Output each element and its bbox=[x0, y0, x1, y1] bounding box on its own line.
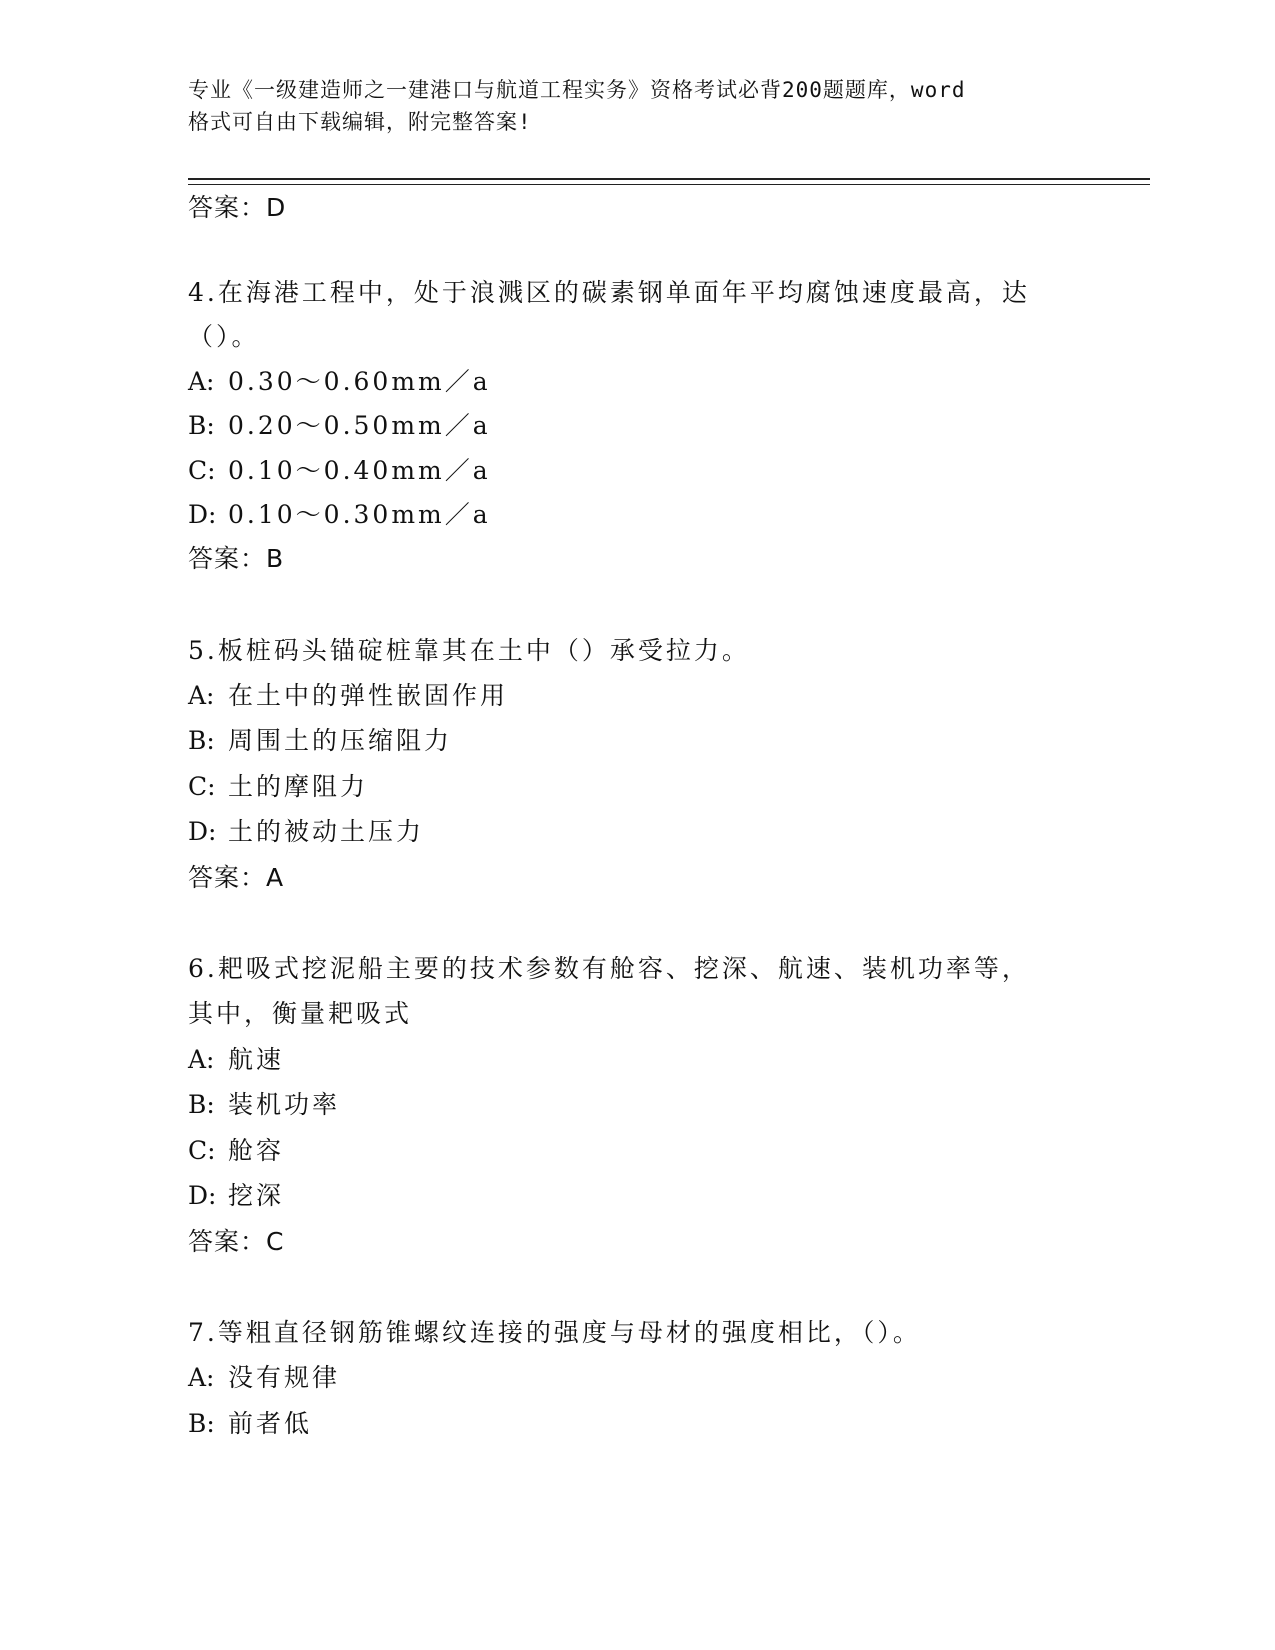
question-4-option-d bbox=[188, 495, 491, 531]
option-text: 0.10～0.30mm／a bbox=[228, 500, 491, 529]
option-letter: B: bbox=[188, 411, 215, 440]
option-text: 挖深 bbox=[228, 1181, 285, 1210]
document-header bbox=[188, 74, 1068, 138]
question-5-option-a bbox=[188, 676, 508, 712]
option-letter: A: bbox=[188, 367, 215, 396]
option-text: 没有规律 bbox=[228, 1363, 341, 1392]
question-4-answer: 答案：B bbox=[188, 544, 285, 573]
question-5-stem-line-1: 5.板桩码头锚碇桩靠其在土中（）承受拉力。 bbox=[188, 636, 750, 665]
question-5-answer: 答案：A bbox=[188, 863, 285, 892]
answer-previous: 答案：D bbox=[188, 193, 287, 222]
question-5-option-b bbox=[188, 721, 452, 757]
question-7-stem-line-1: 7.等粗直径钢筋锥螺纹连接的强度与母材的强度相比，（）。 bbox=[188, 1318, 921, 1347]
option-letter: B: bbox=[188, 1090, 215, 1119]
option-text: 0.30～0.60mm／a bbox=[228, 367, 491, 396]
header-divider-thick bbox=[188, 178, 1150, 180]
question-6-option-b bbox=[188, 1085, 340, 1121]
option-text: 土的被动土压力 bbox=[228, 817, 425, 846]
option-letter: D: bbox=[188, 1181, 217, 1210]
option-letter: B: bbox=[188, 726, 215, 755]
question-6-option-a bbox=[188, 1040, 284, 1076]
question-4-option-b bbox=[188, 406, 491, 442]
option-letter: D: bbox=[188, 500, 217, 529]
option-text: 航速 bbox=[228, 1045, 285, 1074]
question-4-option-a bbox=[188, 362, 491, 398]
option-letter: C: bbox=[188, 1136, 216, 1165]
question-6-option-d bbox=[188, 1176, 284, 1212]
question-6-option-c bbox=[188, 1131, 284, 1167]
option-text: 装机功率 bbox=[228, 1090, 341, 1119]
option-letter: A: bbox=[188, 1045, 215, 1074]
question-6-stem-line-2: 其中，衡量耙吸式 bbox=[188, 999, 413, 1028]
option-text: 0.20～0.50mm／a bbox=[228, 411, 491, 440]
header-line-1: 专业《一级建造师之一建港口与航道工程实务》资格考试必背200题题库，word bbox=[188, 78, 966, 102]
option-text: 在土中的弹性嵌固作用 bbox=[228, 681, 509, 710]
option-letter: A: bbox=[188, 1363, 215, 1392]
option-text: 前者低 bbox=[228, 1409, 313, 1438]
question-4-stem-line-1: 4.在海港工程中，处于浪溅区的碳素钢单面年平均腐蚀速度最高，达 bbox=[188, 278, 1030, 307]
option-letter: C: bbox=[188, 456, 216, 485]
option-text: 舱容 bbox=[228, 1136, 285, 1165]
question-4-option-c bbox=[188, 451, 491, 487]
option-letter: A: bbox=[188, 681, 215, 710]
option-text: 土的摩阻力 bbox=[228, 772, 369, 801]
question-4-stem-line-2: （）。 bbox=[188, 322, 260, 351]
question-7-option-b bbox=[188, 1404, 312, 1440]
option-letter: C: bbox=[188, 772, 216, 801]
header-divider-thin bbox=[188, 184, 1150, 185]
question-5-option-d bbox=[188, 812, 424, 848]
option-text: 0.10～0.40mm／a bbox=[228, 456, 491, 485]
header-line-2: 格式可自由下载编辑，附完整答案! bbox=[188, 110, 532, 134]
question-6-stem-line-1: 6.耙吸式挖泥船主要的技术参数有舱容、挖深、航速、装机功率等， bbox=[188, 954, 1030, 983]
option-letter: B: bbox=[188, 1409, 215, 1438]
question-6-answer: 答案：C bbox=[188, 1227, 285, 1256]
option-text: 周围土的压缩阻力 bbox=[228, 726, 453, 755]
question-7-option-a bbox=[188, 1358, 340, 1394]
option-letter: D: bbox=[188, 817, 217, 846]
question-5-option-c bbox=[188, 767, 368, 803]
